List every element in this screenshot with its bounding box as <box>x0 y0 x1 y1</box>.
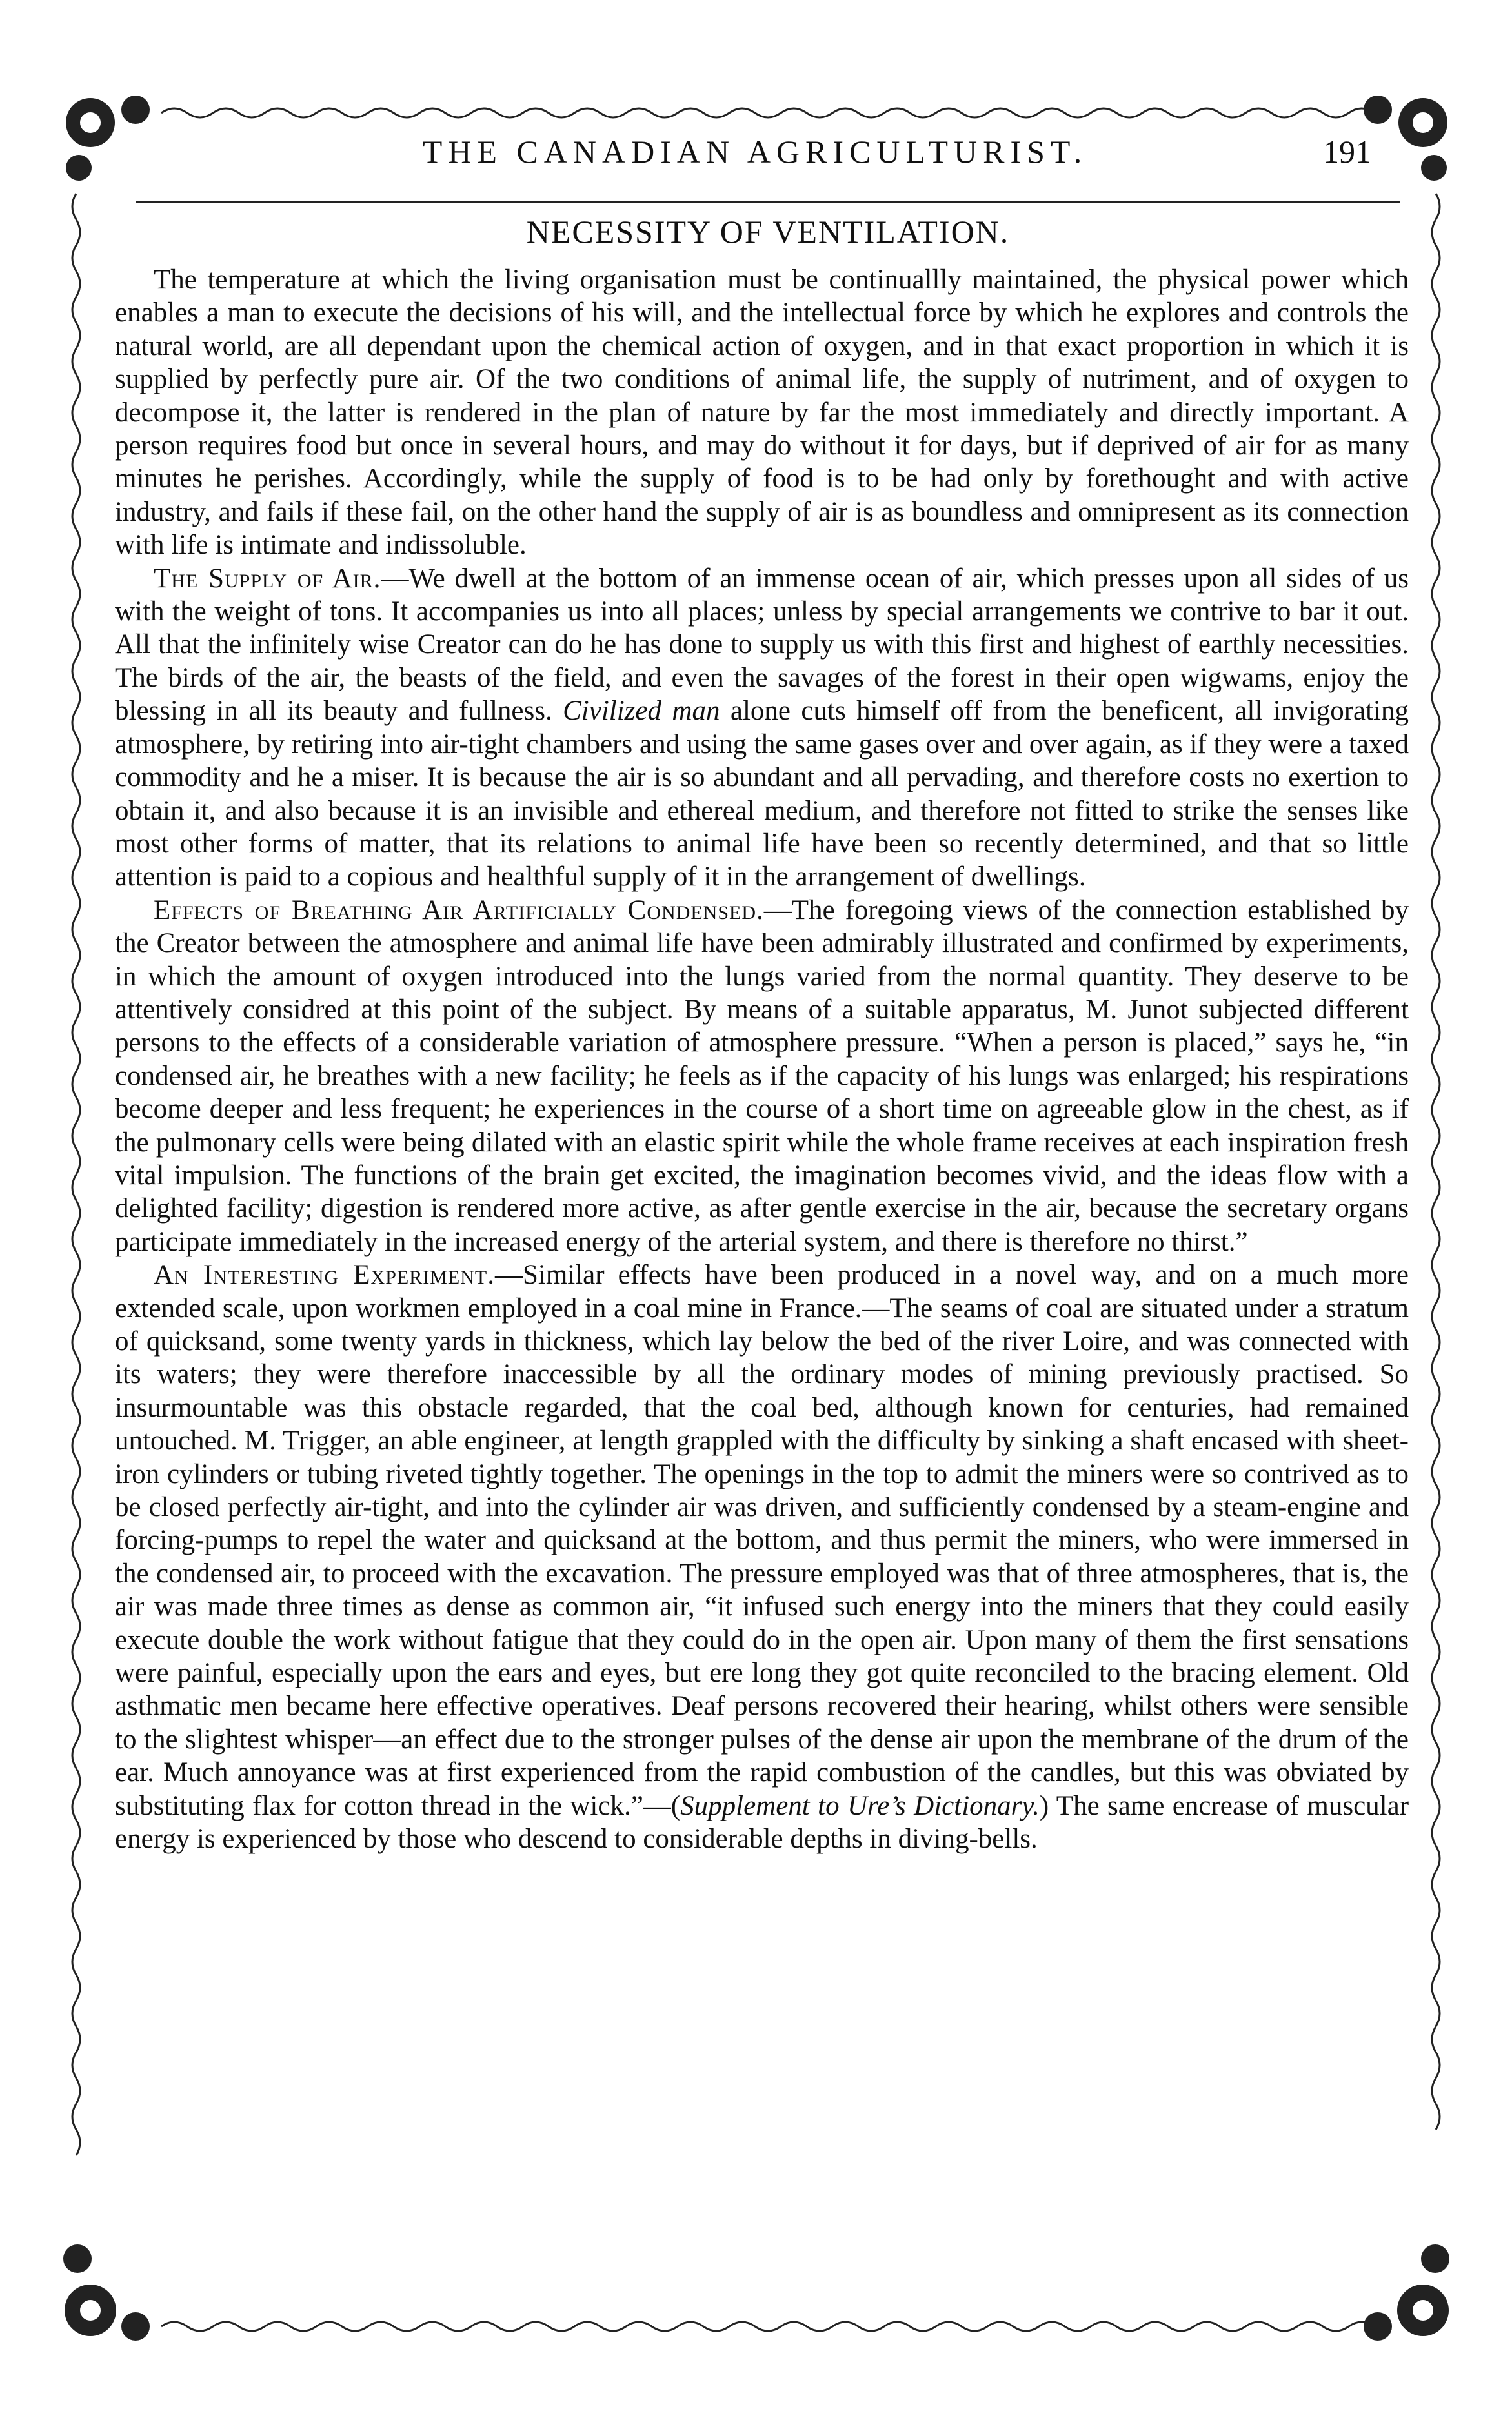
paragraph-3 <box>115 894 1409 1258</box>
paragraph-2-emphasis: Civilized man <box>563 696 720 727</box>
corner-ornament-bottom-left <box>63 2244 150 2341</box>
paragraph-2-text: —We dwell at the bottom of an immense ocean of air, which presses upon all sides of us with the weight of tons. It accompanies us into all places; unless by special arrangements we contrive to bar it out. All that the infinitely wise Creator can do he has done to supply us with this first and highest of earthly necessities. The birds of the air, the beasts of the field, and even the savages of the forest in their open wigwams, enjoy the blessing in all its beauty and fullness. <box>115 563 1409 727</box>
section-heading-condensed-air: Effects of Breathing Air Artificially Condensed. <box>154 894 764 925</box>
paragraph-4-tail: ) The same encrease of muscular energy is experienced by those who descend to considerable depths in diving-bells. <box>115 1790 1409 1855</box>
page-number: 191 <box>1323 134 1371 170</box>
article-title: NECESSITY OF VENTILATION. <box>526 214 1010 250</box>
bottom-wavy-border <box>161 2322 1375 2331</box>
citation: Supplement to Ure’s Dictionary. <box>680 1790 1040 1821</box>
top-wavy-border <box>161 108 1375 117</box>
left-wavy-border <box>72 194 80 2155</box>
section-heading-supply-of-air: The Supply of Air. <box>154 563 381 594</box>
corner-ornament-bottom-right <box>1364 2244 1449 2341</box>
header-rule <box>136 201 1400 203</box>
right-wavy-border <box>1432 194 1440 2130</box>
paragraph-2 <box>115 562 1409 894</box>
corner-ornament-top-left <box>66 96 150 181</box>
paragraph-3-text: —The foregoing views of the connection established by the Creator between the atmosphere and animal life have been admirably illustrated and confirmed by experiments, in which the amount of oxygen introduced into the lungs varied from the normal quantity. They deserve to be attentively considred at this point of the subject. By means of a suitable apparatus, M. Junot subjected different persons to the effects of a considerable variation of atmosphere pressure. “When a person is placed,” says he, “in condensed air, he breathes with a new facility; he feels as if the capacity of his lungs was enlarged; his respirations become deeper and less frequent; he experiences in the course of a short time on agreeable glow in the chest, as if the pulmonary cells were being dilated with an elastic spirit while the whole frame receives at each inspiration fresh vital impulsion. The functions of the brain get excited, the imagination becomes vivid, and the ideas flow with a delighted facility; digestion is rendered more active, as after gentle exercise in the air, because the secretary organs participate immediately in the increased energy of the arterial system, and there is therefore no thirst.” <box>115 894 1409 1257</box>
paragraph-4-text: —Similar effects have been produced in a novel way, and on a much more extended scale, upon workmen employed in a coal mine in France.—The seams of coal are situated under a stratum of quicksand, some twenty yards in thickness, which lay below the bed of the river Loire, and was connected with its waters; they were therefore inaccessible by all the ordinary modes of mining previously practised. So insurmountable was this obstacle regarded, that the coal bed, although known for centuries, had remained untouched. M. Trigger, an able engineer, at length grappled with the difficulty by sinking a shaft encased with sheet-iron cylinders or tubing riveted tightly together. The openings in the top to admit the miners were so contrived as to be closed perfectly air-tight, and into the cylinder air was driven, and sufficiently condensed by a steam-engine and forcing-pumps to repel the water and quicksand at the bottom, and thus permit the miners, who were immersed in the condensed air, to proceed with the excavation. The pressure employed was that of three atmospheres, that is, the air was made three times as dense as common air, “it infused such energy into the miners that they could easily execute double the work without fatigue that they could do in the open air. Upon many of them the first sensations were painful, especially upon the ears and eyes, but ere long they got quite reconciled to the bracing element. Old asthmatic men became here effective operatives. Deaf persons recovered their hearing, whilst others were sensible to the slightest whisper—an effect due to the stronger pulses of the dense air upon the membrane of the drum of the ear. Much annoyance was at first experienced from the rapid combustion of the candles, but this was obviated by substituting flax for cotton thread in the wick.”—( <box>115 1260 1409 1821</box>
paragraph-1: The temperature at which the living organisation must be continuallly maintained, the physical power which enables a man to execute the decisions of his will, and the intellectual force by which he explores and controls the natural world, are all dependant upon the chemical action of oxygen, and in that exact proportion in which it is supplied by perfectly pure air. Of the two conditions of animal life, the supply of nutriment, and of oxygen to decompose it, the latter is rendered in the plan of nature by far the most immediately and directly important. A person requires food but once in several hours, and may do without it for days, but if deprived of air for as many minutes he perishes. Accordingly, while the supply of food is to be had only by forethought and with active industry, and fails if these fail, on the other hand the supply of air is as boundless and omnipresent as its connection with life is intimate and indissoluble. <box>115 265 1409 561</box>
paragraph-2-tail: alone cuts himself off from the beneficent, all invigorating atmosphere, by retiring into air-tight chambers and using the same gases over and over again, as if they were a taxed commodity and he a miser. It is because the air is so abundant and all pervading, and therefore costs no exertion to obtain it, and also because it is an invisible and ethereal medium, and therefore not fitted to strike the senses like most other forms of matter, that its relations to animal life have been so recently determined, and that so little attention is paid to a copious and healthful supply of it in the arrangement of dwellings. <box>115 696 1409 893</box>
section-heading-interesting-experiment: An Interesting Experiment. <box>154 1260 495 1291</box>
corner-ornament-top-right <box>1364 96 1447 181</box>
running-title: THE CANADIAN AGRICULTURIST. <box>422 134 1088 170</box>
article-body <box>115 263 1409 1856</box>
paragraph-4 <box>115 1258 1409 1855</box>
